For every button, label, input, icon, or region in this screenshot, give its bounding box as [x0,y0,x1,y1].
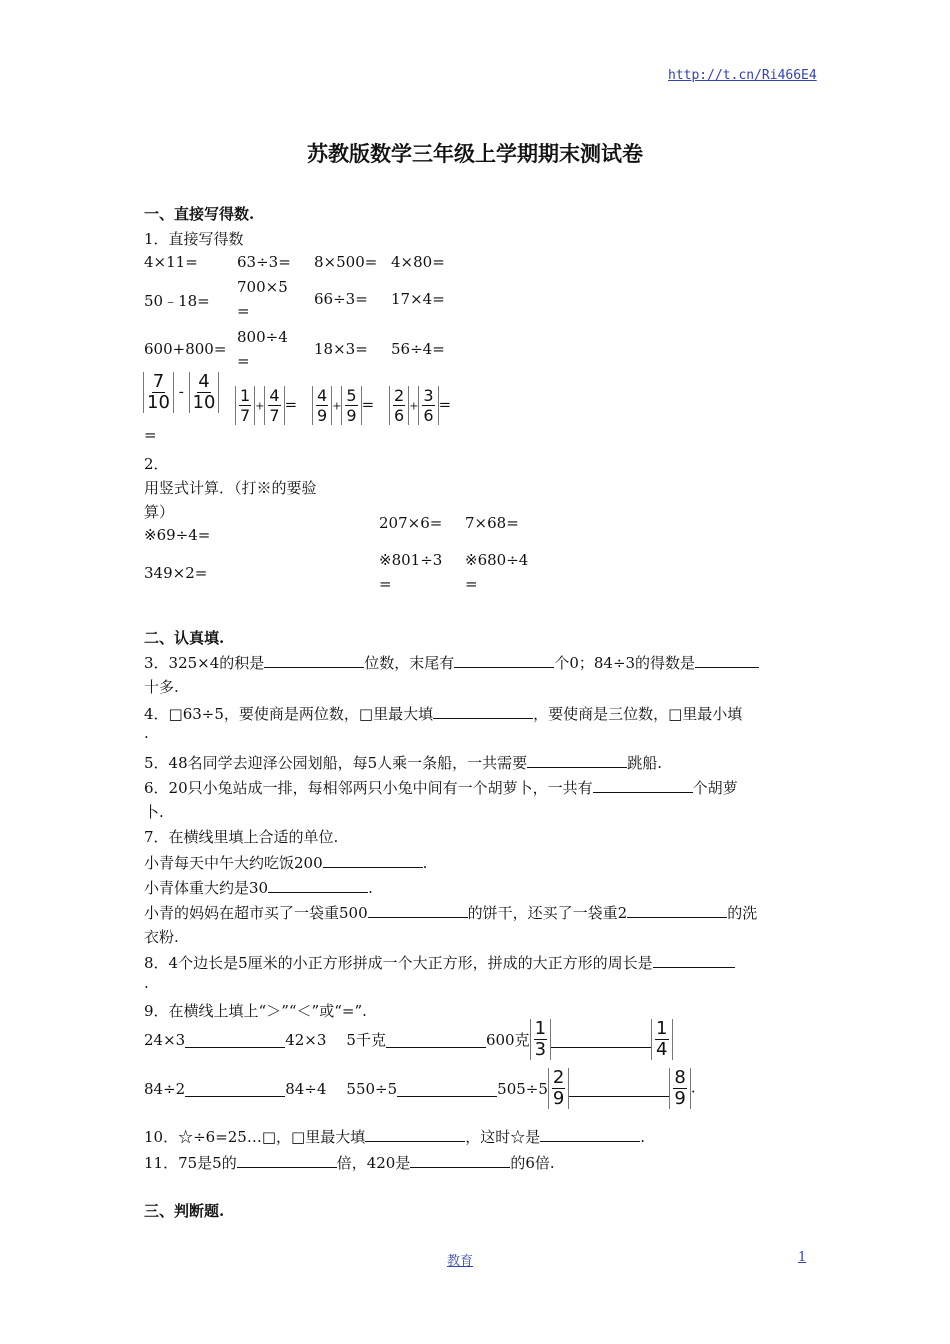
fraction-numerator: 1 [656,1018,668,1039]
fraction [651,1019,672,1060]
answer-blank[interactable] [433,702,533,719]
question-text: ，要使商是三位数，□里最小填 [533,705,743,723]
fraction-expression [389,386,451,425]
fraction-denominator: 9 [346,406,357,425]
calc-item: = [237,302,250,320]
fraction [389,386,409,425]
question-text: 的饼干，还买了一袋重2 [467,904,628,922]
fraction-numerator: 8 [674,1067,686,1088]
calc-item: = [379,575,392,593]
fraction-expression [143,372,219,413]
question-text: . [144,724,149,742]
operator: + [332,399,342,413]
question-9-row-2 [144,1068,696,1109]
fraction-denominator: 7 [269,406,280,425]
question-7: 7．在横线里填上合适的单位. [144,828,339,846]
fraction [418,386,438,425]
fraction [548,1068,569,1109]
question-7a [144,851,427,873]
question-4 [144,702,742,724]
compare-item: 600克 [485,1031,530,1049]
fraction-numerator: 4 [317,386,328,405]
section-1-heading: 一、直接写得数. [144,205,255,223]
question-text: 小青体重大约是30 [144,879,269,897]
calc-item: 18×3= [314,340,368,358]
fraction-denominator: 6 [423,406,434,425]
operator: + [255,399,265,413]
question-text: ，这时☆是 [465,1128,541,1146]
calc-item: 700×5 [237,278,288,296]
fraction-denominator: 3 [534,1039,547,1060]
answer-blank[interactable] [368,901,468,918]
fraction-numerator: 2 [552,1067,565,1088]
calc-item: 63÷3= [237,253,291,271]
answer-blank[interactable] [268,876,368,893]
answer-blank[interactable] [551,1031,651,1048]
compare-item: 42×3 [285,1030,327,1049]
fraction-denominator: 9 [317,406,328,425]
answer-blank[interactable] [653,951,735,968]
fraction [669,1068,690,1109]
question-text: 5．48名同学去迎泽公园划船，每5人乘一条船，一共需要 [144,754,528,772]
fraction-numerator: 1 [240,386,251,405]
fraction [312,386,332,425]
question-7c [144,901,757,923]
fraction-denominator: 6 [394,406,405,425]
answer-blank[interactable] [185,1031,285,1048]
answer-blank[interactable] [237,1151,337,1168]
question-6 [144,776,738,798]
question-7b [144,876,373,898]
answer-blank[interactable] [185,1080,285,1097]
fraction [530,1019,551,1060]
q2-instruction: 算） [144,503,175,521]
question-9-row-1 [144,1019,673,1060]
calc-item: 17×4= [391,290,445,308]
question-9: 9．在横线上填上“＞”“＜”或“=”. [144,1002,367,1020]
calc-item: = [237,352,250,370]
calc-item: 600+800= [144,340,227,358]
page-number: 1 [798,1250,807,1265]
operator: - [178,382,184,401]
question-text: 的洗 [727,904,758,922]
equals-sign: = [438,395,452,414]
question-text: 小青每天中午大约吃饭200 [144,854,323,872]
compare-item: 24×3 [144,1030,186,1049]
question-10 [144,1125,645,1147]
q1-label: 1．直接写得数 [144,230,244,248]
calc-item: 8×500= [314,253,378,271]
answer-blank[interactable] [397,1080,497,1097]
section-3-heading: 三、判断题. [144,1202,225,1220]
question-text: . [640,1128,645,1146]
question-text: . [368,879,373,897]
fraction [189,372,220,413]
question-5 [144,751,662,773]
equals-sign: = [144,426,157,444]
fraction [235,386,255,425]
calc-item: ※801÷3 [379,551,443,569]
fraction-denominator: 10 [147,392,170,413]
fraction-denominator: 10 [192,392,216,413]
fraction-expression [312,386,374,425]
answer-blank[interactable] [386,1031,486,1048]
q2-label: 2． [144,455,169,473]
question-text: 位数，末尾有 [364,654,455,672]
compare-item: 550÷5 [346,1079,398,1098]
fraction-denominator: 9 [674,1088,686,1109]
question-11 [144,1151,555,1173]
fraction [341,386,361,425]
fraction-expression [235,386,297,425]
q2-instruction: 用竖式计算．（打※的要验 [144,479,317,497]
answer-blank[interactable] [593,776,693,793]
question-text: 跳船. [627,754,662,772]
answer-blank[interactable] [264,651,364,668]
question-text: 小青的妈妈在超市买了一袋重500 [144,904,368,922]
question-text: 4．□63÷5，要使商是两位数，□里最大填 [144,705,434,723]
fraction-numerator: 7 [152,371,165,392]
calc-item: ※680÷4 [465,551,529,569]
question-text: 6．20只小兔站成一排，每相邻两只小兔中间有一个胡萝卜，一共有 [144,779,593,797]
question-text: 的6倍. [510,1154,555,1172]
answer-blank[interactable] [569,1080,669,1097]
footer-link[interactable]: 教育 [447,1254,474,1269]
answer-blank[interactable] [695,651,759,668]
calc-item: = [465,575,478,593]
answer-blank[interactable] [627,901,727,918]
question-8 [144,951,735,973]
question-text: 十多. [144,678,179,696]
compare-item: 84÷4 [285,1079,327,1098]
fraction-denominator: 9 [552,1088,565,1109]
question-text: 个胡萝 [692,779,738,797]
header-url-link[interactable]: http://t.cn/Ri466E4 [668,68,817,83]
fraction-numerator: 3 [423,386,434,405]
answer-blank[interactable] [365,1125,465,1142]
calc-item: 800÷4 [237,328,288,346]
question-text: 10．☆÷6=25…□，□里最大填 [144,1128,366,1146]
answer-blank[interactable] [454,651,554,668]
question-text: . [144,974,149,992]
question-text: 倍，420是 [336,1154,411,1172]
compare-item: 5千克 [346,1031,386,1049]
calc-item: 4×80= [391,253,445,271]
calc-item: 7×68= [465,514,519,532]
equals-sign: = [284,395,298,414]
calc-item: 66÷3= [314,290,368,308]
answer-blank[interactable] [527,751,627,768]
answer-blank[interactable] [410,1151,510,1168]
page-title: 苏教版数学三年级上学期期末测试卷 [307,141,643,166]
fraction [264,386,284,425]
fraction-numerator: 2 [394,386,405,405]
answer-blank[interactable] [540,1125,640,1142]
fraction-numerator: 5 [346,386,357,405]
section-2-heading: 二、认真填. [144,629,225,647]
calc-item: 207×6= [379,514,443,532]
fraction [143,372,174,413]
calc-item: 4×11= [144,253,198,271]
calc-item: 56÷4= [391,340,445,358]
period: . [690,1078,696,1097]
fraction-numerator: 1 [534,1018,547,1039]
fraction-denominator: 4 [656,1039,668,1060]
question-text: 卜. [144,803,164,821]
question-text: 衣粉. [144,928,179,946]
question-text: 8．4个边长是5厘米的小正方形拼成一个大正方形，拼成的大正方形的周长是 [144,954,653,972]
question-text: . [422,854,428,872]
operator: + [409,399,419,413]
question-text: 3．325×4的积是 [144,654,265,672]
question-3 [144,651,759,673]
question-text: 个0；84÷3的得数是 [554,654,696,672]
compare-item: 84÷2 [144,1079,186,1098]
equals-sign: = [361,395,375,414]
fraction-numerator: 4 [198,371,210,392]
calc-item: 50﹣18= [144,292,210,310]
compare-item: 505÷5 [497,1079,548,1098]
calc-item: 349×2= [144,564,208,582]
question-text: 11．75是5的 [144,1154,237,1172]
fraction-denominator: 7 [240,406,251,425]
calc-item: ※69÷4= [144,526,211,544]
fraction-numerator: 4 [269,386,280,405]
answer-blank[interactable] [323,851,423,868]
